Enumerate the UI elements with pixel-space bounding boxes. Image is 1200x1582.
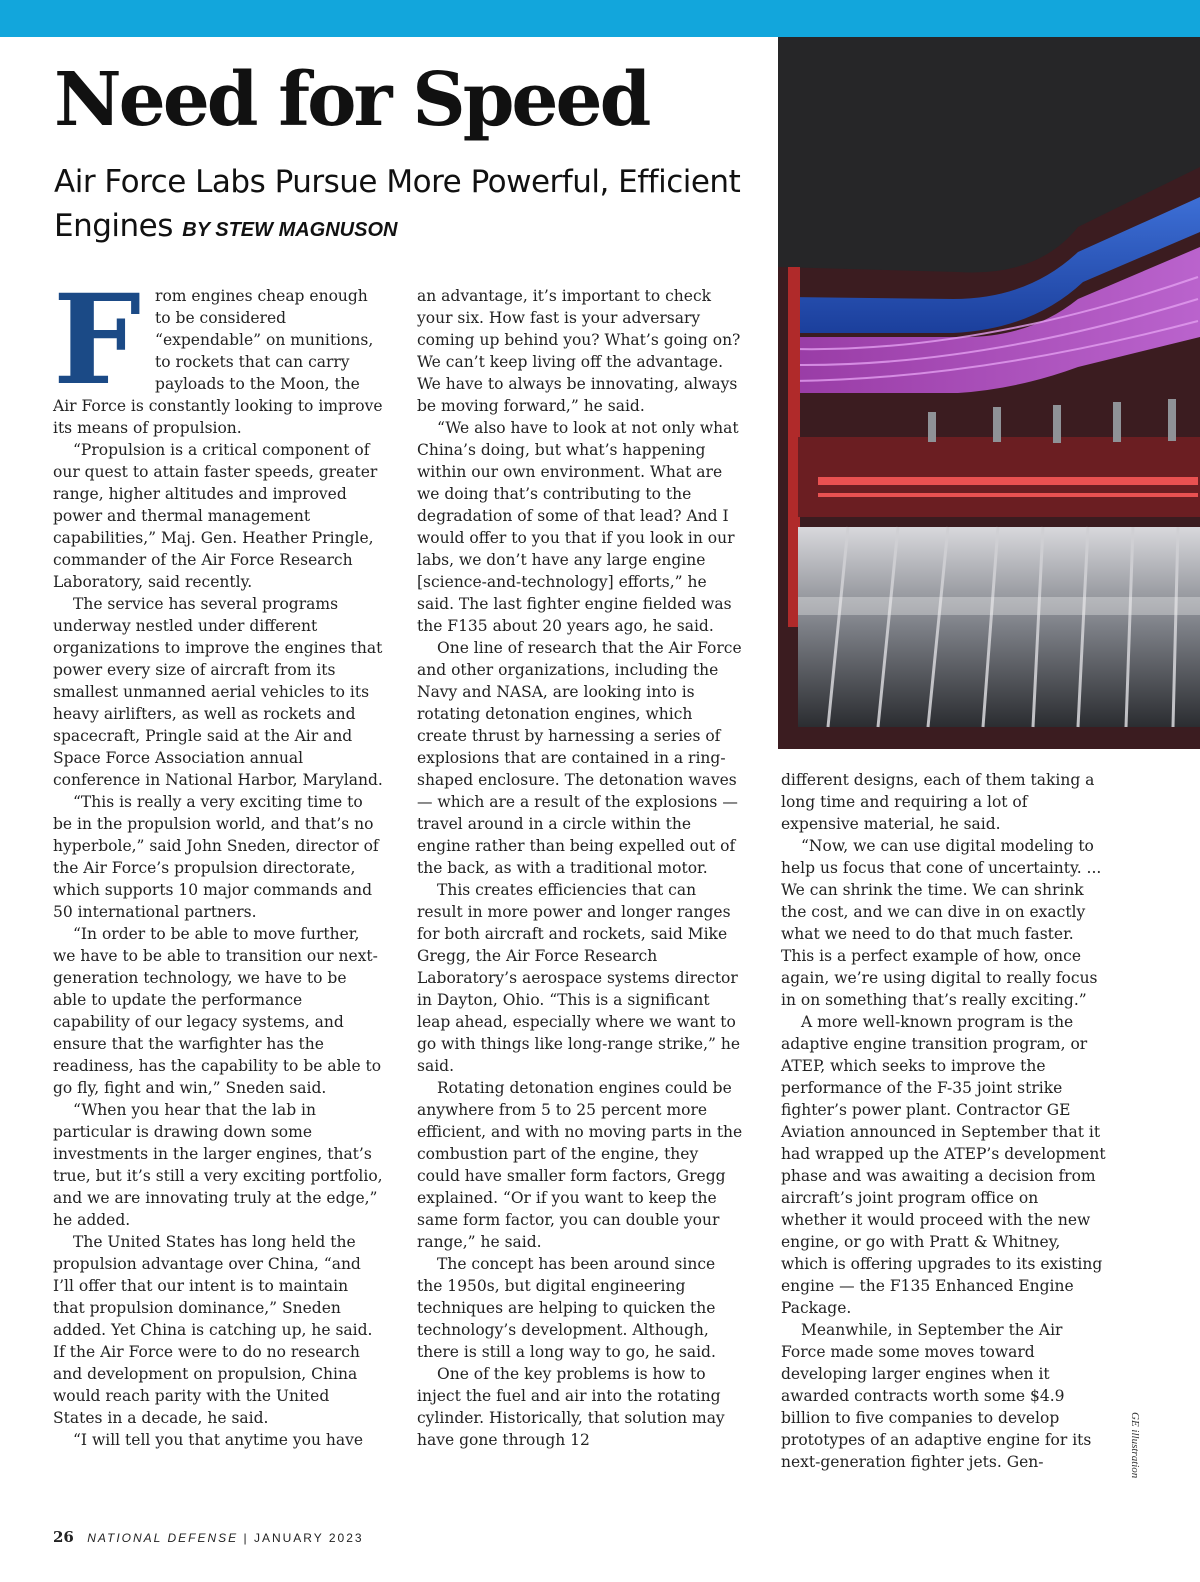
subtitle-text: Air Force Labs Pursue More Powerful, Efficient Engines [54, 164, 741, 244]
paragraph: rom engines cheap enough to be considered “expendable” on munitions, to rockets that can carry payloads to the Moon, the Air Force is constantly looking to improve its means of propulsion. [53, 287, 383, 437]
jet-engine-cutaway-illustration-icon [778, 37, 1200, 749]
byline: BY STEW MAGNUSON [182, 219, 398, 241]
paragraph: “Now, we can use digital modeling to help us focus that cone of uncertainty. ... We can shrink the time. We can shrink the cost, and we can dive in on exactly what we need to do that much faster. This is a perfect example of how, once again, we’re using digital to really focus in on something that’s really exciting.” [781, 837, 1102, 1009]
text-column-2 [417, 285, 744, 1451]
paragraph: “Propulsion is a critical component of our quest to attain faster speeds, greater range, higher altitudes and improved power and thermal management capabilities,” Maj. Gen. Heather Pringle, commander of the Air Force Research Laboratory, said recently. [53, 441, 378, 591]
page-number: 26 [53, 1528, 74, 1546]
paragraph: “When you hear that the lab in particular is drawing down some investments in the larger engines, that’s true, but it’s still a very exciting portfolio, and we are innovating truly at the edge,” he added. [53, 1101, 383, 1229]
paragraph: The service has several programs underway nestled under different organizations to improve the engines that power every size of aircraft from its smallest unmanned aerial vehicles to its heavy airlifters, as well as rockets and spacecraft, Pringle said at the Air and Space Force Association annual conference in National Harbor, Maryland. [53, 595, 383, 789]
paragraph: The concept has been around since the 1950s, but digital engineering techniques are helping to quicken the technology’s development. Although, there is still a long way to go, he said. [417, 1255, 716, 1361]
paragraph: One of the key problems is how to inject the fuel and air into the rotating cylinder. Historically, that solution may have gone through 12 [417, 1365, 725, 1449]
paragraph: Rotating detonation engines could be anywhere from 5 to 25 percent more efficient, and with no moving parts in the combustion part of the engine, they could have smaller form factors, Gregg explained. “Or if you want to keep the same form factor, you can double your range,” he said. [417, 1079, 743, 1251]
paragraph: different designs, each of them taking a long time and requiring a lot of expensive material, he said. [781, 771, 1095, 833]
paragraph: Meanwhile, in September the Air Force made some moves toward developing larger engines when it awarded contracts worth some $4.9 billion to five companies to develop prototypes of an adaptive engine for its next-generation fighter jets. Gen- [781, 1321, 1092, 1471]
paragraph: A more well-known program is the adaptive engine transition program, or ATEP, which seeks to improve the performance of the F-35 joint strike fighter’s power plant. Contractor GE Aviation announced in September that it had wrapped up the ATEP’s development phase and was awaiting a decision from aircraft’s joint program office on whether it would proceed with the new engine, or go with Pratt & Whitney, which is offering upgrades to its existing engine — the F135 Enhanced Engine Package. [781, 1013, 1106, 1317]
paragraph: an advantage, it’s important to check your six. How fast is your adversary coming up behind you? What’s going on? We can’t keep living off the advantage. We have to always be innovating, always be moving forward,” he said. [417, 287, 741, 415]
top-accent-bar [0, 0, 1200, 37]
paragraph: “We also have to look at not only what China’s doing, but what’s happening within our own environment. What are we doing that’s contributing to the degradation of some of that lead? And I would offer to you that if you look in our labs, we don’t have any large engine [science-and-technology] efforts,” he said. The last fighter engine fielded was the F135 about 20 years ago, he said. [417, 419, 739, 635]
paragraph: The United States has long held the propulsion advantage over China, “and I’ll offer that our intent is to maintain that propulsion dominance,” Sneden added. Yet China is catching up, he said. If the Air Force were to do no research and development on propulsion, China would reach parity with the United States in a decade, he said. [53, 1233, 373, 1427]
paragraph: One line of research that the Air Force and other organizations, including the Navy and NASA, are looking into is rotating detonation engines, which create thrust by harnessing a series of explosions that are contained in a ring-shaped enclosure. The detonation waves — which are a result of the explosions — travel around in a circle within the engine rather than being expelled out of the back, as with a traditional motor. [417, 639, 742, 877]
drop-cap: F [53, 268, 142, 413]
engine-illustration [778, 37, 1200, 749]
text-column-3 [781, 769, 1108, 1473]
paragraph: “In order to be able to move further, we have to be able to transition our next-generation technology, we have to be able to update the performance capability of our legacy systems, and ensure that the warfighter has the readiness, has the capability to be able to go fly, fight and win,” Sneden said. [53, 925, 382, 1097]
text-column-1 [53, 268, 383, 1451]
paragraph: “I will tell you that anytime you have [73, 1431, 364, 1449]
paragraph: This creates efficiencies that can result in more power and longer ranges for both aircraft and rockets, said Mike Gregg, the Air Force Research Laboratory’s aerospace systems director in Dayton, Ohio. “This is a significant leap ahead, especially where we want to go with things like long-range strike,” he said. [417, 881, 741, 1075]
issue-date: JANUARY 2023 [253, 1531, 364, 1545]
publication-name: NATIONAL DEFENSE [87, 1531, 239, 1545]
paragraph: “This is really a very exciting time to be in the propulsion world, and that’s no hyperbole,” said John Sneden, director of the Air Force’s propulsion directorate, which supports 10 major commands and 50 international partners. [53, 793, 379, 921]
page-footer [53, 1528, 364, 1546]
footer-separator: | [243, 1531, 249, 1545]
image-credit: GE illustration [1129, 1412, 1141, 1479]
article-subtitle [54, 160, 764, 252]
article-title: Need for Speed [54, 57, 649, 143]
